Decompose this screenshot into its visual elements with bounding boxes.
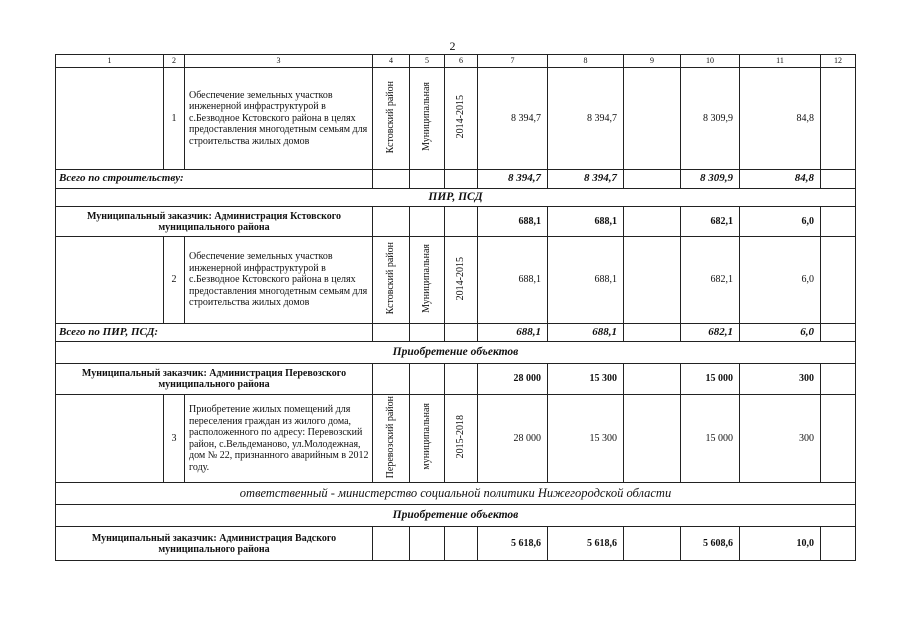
- value-cell: 84,8: [740, 68, 821, 170]
- value-cell: 5 618,6: [478, 527, 548, 561]
- value-cell: 15 300: [548, 395, 624, 483]
- section-title: ПИР, ПСД: [56, 189, 856, 207]
- header-cell: 2: [164, 55, 185, 68]
- customer-label: Муниципальный заказчик: Администрация Вадского муниципального района: [56, 527, 373, 561]
- project-description: Приобретение жилых помещений для переселения граждан из жилого дома, расположенного по адресу: Перевозский район, с.Вельдеманово, ул.Молодежная, дом № 22, признанного аварийным в 2012 году.: [185, 395, 373, 483]
- customer-label: Муниципальный заказчик: Администрация Кстовского муниципального района: [56, 207, 373, 237]
- value-cell: 300: [740, 364, 821, 395]
- value-cell: 688,1: [478, 237, 548, 324]
- value-cell: 688,1: [478, 207, 548, 237]
- value-cell: 15 000: [681, 364, 740, 395]
- table-row: [56, 395, 856, 483]
- value-cell: 15 000: [681, 395, 740, 483]
- level-label: Муниципальная: [421, 82, 433, 152]
- value-cell: 8 309,9: [681, 68, 740, 170]
- project-description: Обеспечение земельных участков инженерной инфраструктурой в с.Безводное Кстовского района в целях предоставления многодетным семьям для строительства жилых домов: [185, 68, 373, 170]
- header-cell: 10: [681, 55, 740, 68]
- value-cell: 6,0: [740, 237, 821, 324]
- header-cell: 12: [821, 55, 856, 68]
- ministry-row: [56, 483, 856, 505]
- total-value: 688,1: [478, 324, 548, 342]
- section-title: Приобретение объектов: [56, 505, 856, 527]
- header-cell: 6: [445, 55, 478, 68]
- value-cell: 10,0: [740, 527, 821, 561]
- customer-row: [56, 364, 856, 395]
- header-cell: 3: [185, 55, 373, 68]
- responsible-ministry: ответственный - министерство социальной политики Нижегородской области: [56, 483, 856, 505]
- level-label: Муниципальная: [421, 243, 433, 313]
- customer-label: Муниципальный заказчик: Администрация Перевозского муниципального района: [56, 364, 373, 395]
- project-description: Обеспечение земельных участков инженерной инфраструктурой в с.Безводное Кстовского района в целях предоставления многодетным семьям для строительства жилых домов: [185, 237, 373, 324]
- value-cell: 688,1: [548, 237, 624, 324]
- value-cell: 688,1: [548, 207, 624, 237]
- table-row: [56, 237, 856, 324]
- header-cell: 7: [478, 55, 548, 68]
- total-row: [56, 170, 856, 189]
- years-label: 2015-2018: [455, 415, 467, 459]
- district-label: Кстовский район: [385, 80, 397, 153]
- header-cell: 1: [56, 55, 164, 68]
- section-row: [56, 505, 856, 527]
- total-value: 688,1: [548, 324, 624, 342]
- section-row: [56, 189, 856, 207]
- value-cell: 8 394,7: [548, 68, 624, 170]
- row-number: 1: [164, 68, 185, 170]
- total-value: 84,8: [740, 170, 821, 189]
- total-value: 6,0: [740, 324, 821, 342]
- total-label: Всего по ПИР, ПСД:: [56, 324, 373, 342]
- header-row: [56, 55, 856, 68]
- total-value: 682,1: [681, 324, 740, 342]
- value-cell: 5 618,6: [548, 527, 624, 561]
- value-cell: 8 394,7: [478, 68, 548, 170]
- total-label: Всего по строительству:: [56, 170, 373, 189]
- header-cell: 9: [624, 55, 681, 68]
- total-value: 8 309,9: [681, 170, 740, 189]
- header-cell: 11: [740, 55, 821, 68]
- years-label: 2014-2015: [455, 95, 467, 139]
- total-row: [56, 324, 856, 342]
- customer-row: [56, 207, 856, 237]
- district-label: Кстовский район: [385, 242, 397, 315]
- level-label: муниципальная: [421, 403, 433, 471]
- header-cell: 5: [410, 55, 445, 68]
- total-value: 8 394,7: [548, 170, 624, 189]
- customer-row: [56, 527, 856, 561]
- value-cell: 300: [740, 395, 821, 483]
- value-cell: 682,1: [681, 237, 740, 324]
- value-cell: 28 000: [478, 364, 548, 395]
- value-cell: 28 000: [478, 395, 548, 483]
- district-label: Перевозский район: [385, 395, 397, 478]
- section-row: [56, 342, 856, 364]
- header-cell: 8: [548, 55, 624, 68]
- section-title: Приобретение объектов: [56, 342, 856, 364]
- value-cell: 5 608,6: [681, 527, 740, 561]
- table-row: [56, 68, 856, 170]
- value-cell: 6,0: [740, 207, 821, 237]
- years-label: 2014-2015: [455, 256, 467, 300]
- row-number: 2: [164, 237, 185, 324]
- header-cell: 4: [373, 55, 410, 68]
- value-cell: 682,1: [681, 207, 740, 237]
- total-value: 8 394,7: [478, 170, 548, 189]
- budget-table: [55, 54, 856, 561]
- value-cell: 15 300: [548, 364, 624, 395]
- page-number: 2: [449, 39, 456, 53]
- row-number: 3: [164, 395, 185, 483]
